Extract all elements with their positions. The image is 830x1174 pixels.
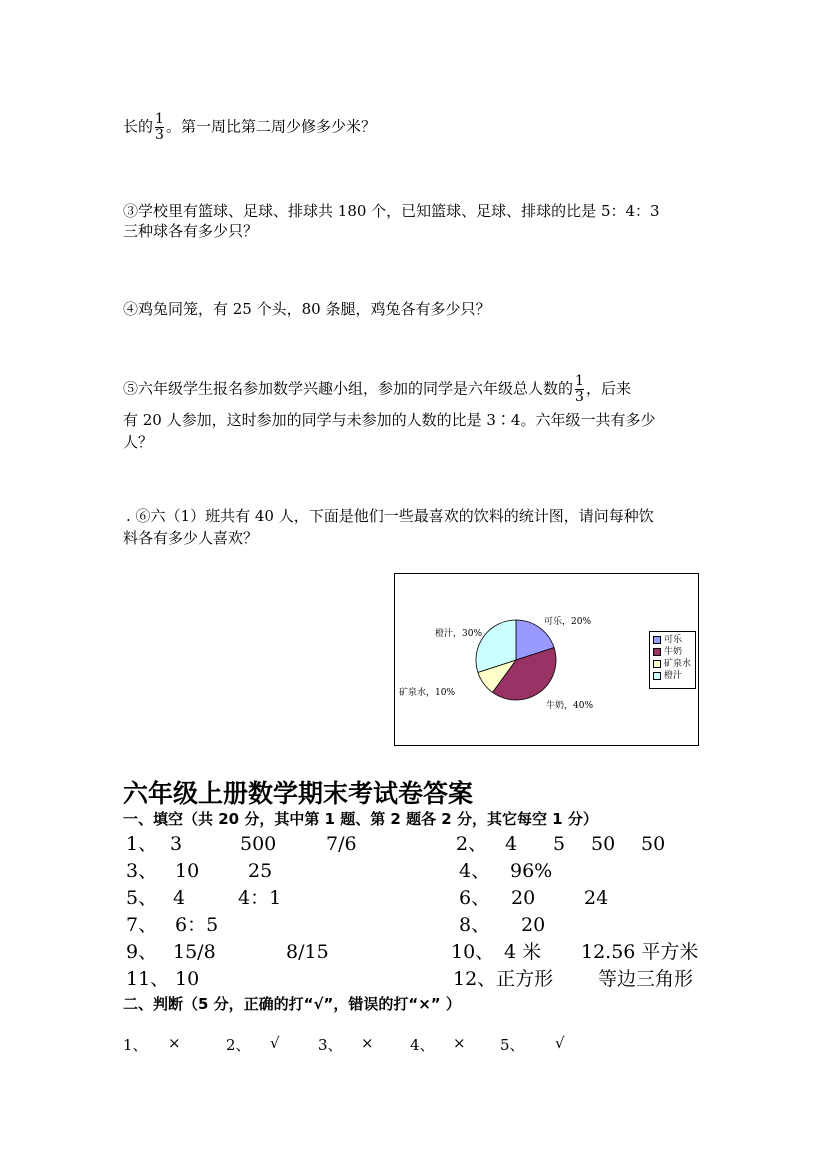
answer-value: 5: [553, 833, 566, 855]
legend-item: [653, 646, 695, 658]
judgment-mark: ×: [361, 1034, 374, 1052]
problem-4: ④鸡兔同笼，有 25 个头，80 条腿，鸡兔各有多少只？: [123, 300, 491, 318]
section-2-heading: 二、判断（5 分，正确的打“√”，错误的打“×” ）: [123, 995, 461, 1013]
slice-label-water: 矿泉水，10%: [399, 688, 456, 698]
judgment-number: 3、: [318, 1036, 343, 1054]
slice-label-juice: 橙汁，30%: [435, 629, 483, 639]
answer-number: 9、: [126, 941, 158, 963]
answer-number: 10、: [451, 941, 495, 963]
answer-value: 7/6: [326, 833, 357, 855]
problem-2-fraction: [155, 112, 164, 143]
legend-swatch: [653, 672, 661, 680]
answer-number: 2、: [456, 833, 488, 855]
answer-number: 5、: [126, 887, 158, 909]
problem-5-line-1: [123, 374, 631, 405]
legend-label: 可乐: [664, 635, 683, 645]
judgment-number: 5、: [500, 1036, 525, 1054]
answer-value: 10: [175, 860, 200, 882]
answer-value: 96%: [510, 860, 553, 882]
answer-number: 6、: [459, 887, 491, 909]
judgment-number: 2、: [226, 1036, 251, 1054]
problem-5-prefix: ⑤六年级学生报名参加数学兴趣小组，参加的同学是六年级总人数的: [123, 379, 574, 398]
answer-number: 3、: [126, 860, 158, 882]
chart-legend: [649, 631, 696, 689]
legend-label: 橙汁: [664, 671, 683, 681]
answer-number: 12、正方形: [453, 968, 554, 990]
answer-value: 20: [511, 887, 536, 909]
answer-value: 50: [641, 833, 666, 855]
answer-number: 1、: [126, 833, 158, 855]
problem-6-line-2: 料各有多少人喜欢？: [123, 529, 259, 547]
pie-svg: [395, 574, 645, 745]
answer-value: 12.56 平方米: [581, 941, 699, 963]
answer-value: 3: [170, 833, 183, 855]
legend-label: 牛奶: [664, 647, 683, 657]
section-1-heading: 一、填空（共 20 分，其中第 1 题、第 2 题各 2 分，其它每空 1 分）: [123, 810, 598, 828]
fraction-denominator: 3: [575, 389, 584, 405]
problem-5-line-2: 有 20 人参加，这时参加的同学与未参加的人数的比是 3∶4。六年级一共有多少: [123, 411, 656, 429]
answer-value: 500: [240, 833, 277, 855]
legend-item: [653, 658, 695, 670]
legend-item: [653, 634, 695, 646]
answers-title: 六年级上册数学期末考试卷答案: [123, 779, 474, 808]
judgment-mark: ×: [453, 1034, 466, 1052]
answer-value: 等边三角形: [598, 968, 694, 990]
judgment-mark: √: [270, 1034, 280, 1052]
answer-value: 8/15: [286, 941, 329, 963]
judgment-number: 4、: [410, 1036, 435, 1054]
answer-value: 15/8: [173, 941, 216, 963]
answer-value: 4 米: [504, 941, 542, 963]
problem-3-line-1: ③学校里有篮球、足球、排球共 180 个，已知篮球、足球、排球的比是 5：4：3: [123, 202, 660, 220]
answer-value: 4：1: [238, 887, 282, 909]
problem-2-suffix: 。第一周比第二周少修多少米？: [166, 117, 377, 136]
judgment-mark: ×: [168, 1034, 181, 1052]
answer-number: 11、: [126, 968, 170, 990]
fraction-numerator: 1: [575, 373, 584, 389]
problem-5-suffix: ，后来: [586, 379, 632, 398]
answer-value: 6：5: [175, 914, 219, 936]
answer-number: 7、: [126, 914, 158, 936]
legend-swatch: [653, 648, 661, 656]
slice-label-milk: 牛奶，40%: [546, 701, 594, 711]
answer-value: 4: [505, 833, 518, 855]
fraction-denominator: 3: [155, 127, 164, 143]
problem-5-line-3: 人？: [123, 433, 154, 451]
slice-label-cola: 可乐，20%: [544, 617, 592, 627]
problem-2-tail: [123, 112, 376, 143]
problem-6-line-1: . ⑥六（1）班共有 40 人，下面是他们一些最喜欢的饮料的统计图，请问每种饮: [126, 507, 654, 525]
answer-value: 24: [584, 887, 609, 909]
beverage-pie-chart: [394, 573, 699, 746]
judgment-mark: √: [555, 1034, 565, 1052]
answer-value: 4: [173, 887, 186, 909]
answer-value: 20: [521, 914, 546, 936]
legend-swatch: [653, 660, 661, 668]
legend-swatch: [653, 636, 661, 644]
legend-label: 矿泉水: [664, 659, 692, 669]
legend-item: [653, 670, 695, 682]
problem-3-line-2: 三种球各有多少只？: [123, 222, 259, 240]
answer-value: 25: [248, 860, 273, 882]
answer-value: 10: [175, 968, 200, 990]
fraction-numerator: 1: [155, 111, 164, 127]
problem-2-prefix: 长的: [123, 117, 154, 136]
problem-5-fraction: [575, 374, 584, 405]
answer-value: 50: [591, 833, 616, 855]
answer-number: 8、: [459, 914, 491, 936]
answer-number: 4、: [459, 860, 491, 882]
judgment-number: 1、: [123, 1036, 148, 1054]
